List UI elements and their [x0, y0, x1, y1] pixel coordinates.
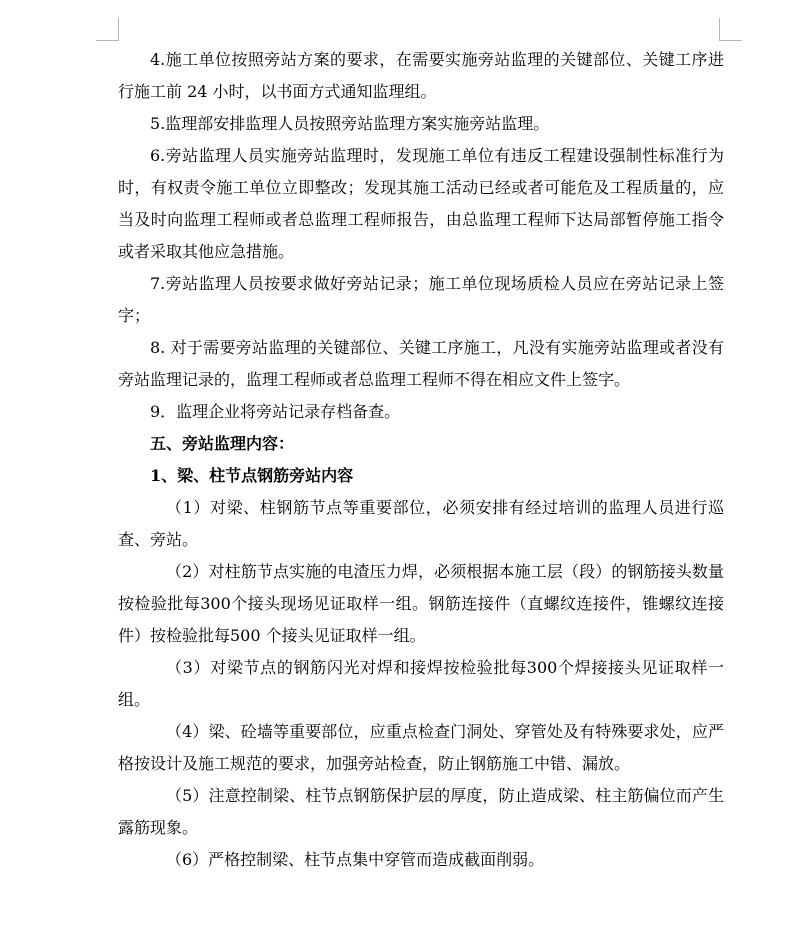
paragraph-9: 9．监理企业将旁站记录存档备查。 — [150, 402, 401, 421]
paragraph-8: 8. 对于需要旁站监理的关键部位、关键工序施工，凡没有实施旁站监理或者没有旁站监理记录的，监理工程师或者总监理工程师不得在相应文件上签字。 — [118, 338, 724, 389]
list-item-2: （2）对柱筋节点实施的电渣压力焊，必须根据本施工层（段）的钢筋接头数量按检验批每300个接头现场见证取样一组。钢筋连接件（直螺纹连接件，锥螺纹连接件）按检验批每500 个接头见证取样一组。 — [118, 562, 724, 645]
paragraph-4: 4.施工单位按照旁站方案的要求，在需要实施旁站监理的关键部位、关键工序进行施工前 24 小时，以书面方式通知监理组。 — [118, 50, 724, 101]
section-heading: 五、旁站监理内容： — [150, 434, 295, 453]
list-item-6: （6）严格控制梁、柱节点集中穿管而造成截面削弱。 — [166, 850, 545, 869]
list-item-3: （3）对梁节点的钢筋闪光对焊和接焊按检验批每300个焊接接头见证取样一组。 — [118, 658, 724, 709]
list-item-4: （4）梁、砼墙等重要部位，应重点检查门洞处、穿管处及有特殊要求处，应严格按设计及施工规范的要求，加强旁站检查，防止钢筋施工中错、漏放。 — [118, 722, 724, 773]
list-item-1: （1）对梁、柱钢筋节点等重要部位，必须安排有经过培训的监理人员进行巡查、旁站。 — [118, 498, 724, 549]
paragraph-6: 6.旁站监理人员实施旁站监理时，发现施工单位有违反工程建设强制性标准行为时，有权责令施工单位立即整改；发现其施工活动已经或者可能危及工程质量的，应当及时向监理工程师或者总监理工程师报告，由总监理工程师下达局部暂停施工指令或者采取其他应急措施。 — [118, 146, 724, 261]
top-right-margin-mark — [719, 18, 742, 41]
document-body — [118, 44, 724, 876]
subsection-heading: 1、梁、柱节点钢筋旁站内容 — [150, 466, 354, 485]
paragraph-5: 5.监理部安排监理人员按照旁站监理方案实施旁站监理。 — [150, 114, 550, 133]
paragraph-7: 7.旁站监理人员按要求做好旁站记录；施工单位现场质检人员应在旁站记录上签字； — [118, 274, 724, 325]
list-item-5: （5）注意控制梁、柱节点钢筋保护层的厚度，防止造成梁、柱主筋偏位而产生露筋现象。 — [118, 786, 724, 837]
top-left-margin-mark — [96, 18, 119, 41]
